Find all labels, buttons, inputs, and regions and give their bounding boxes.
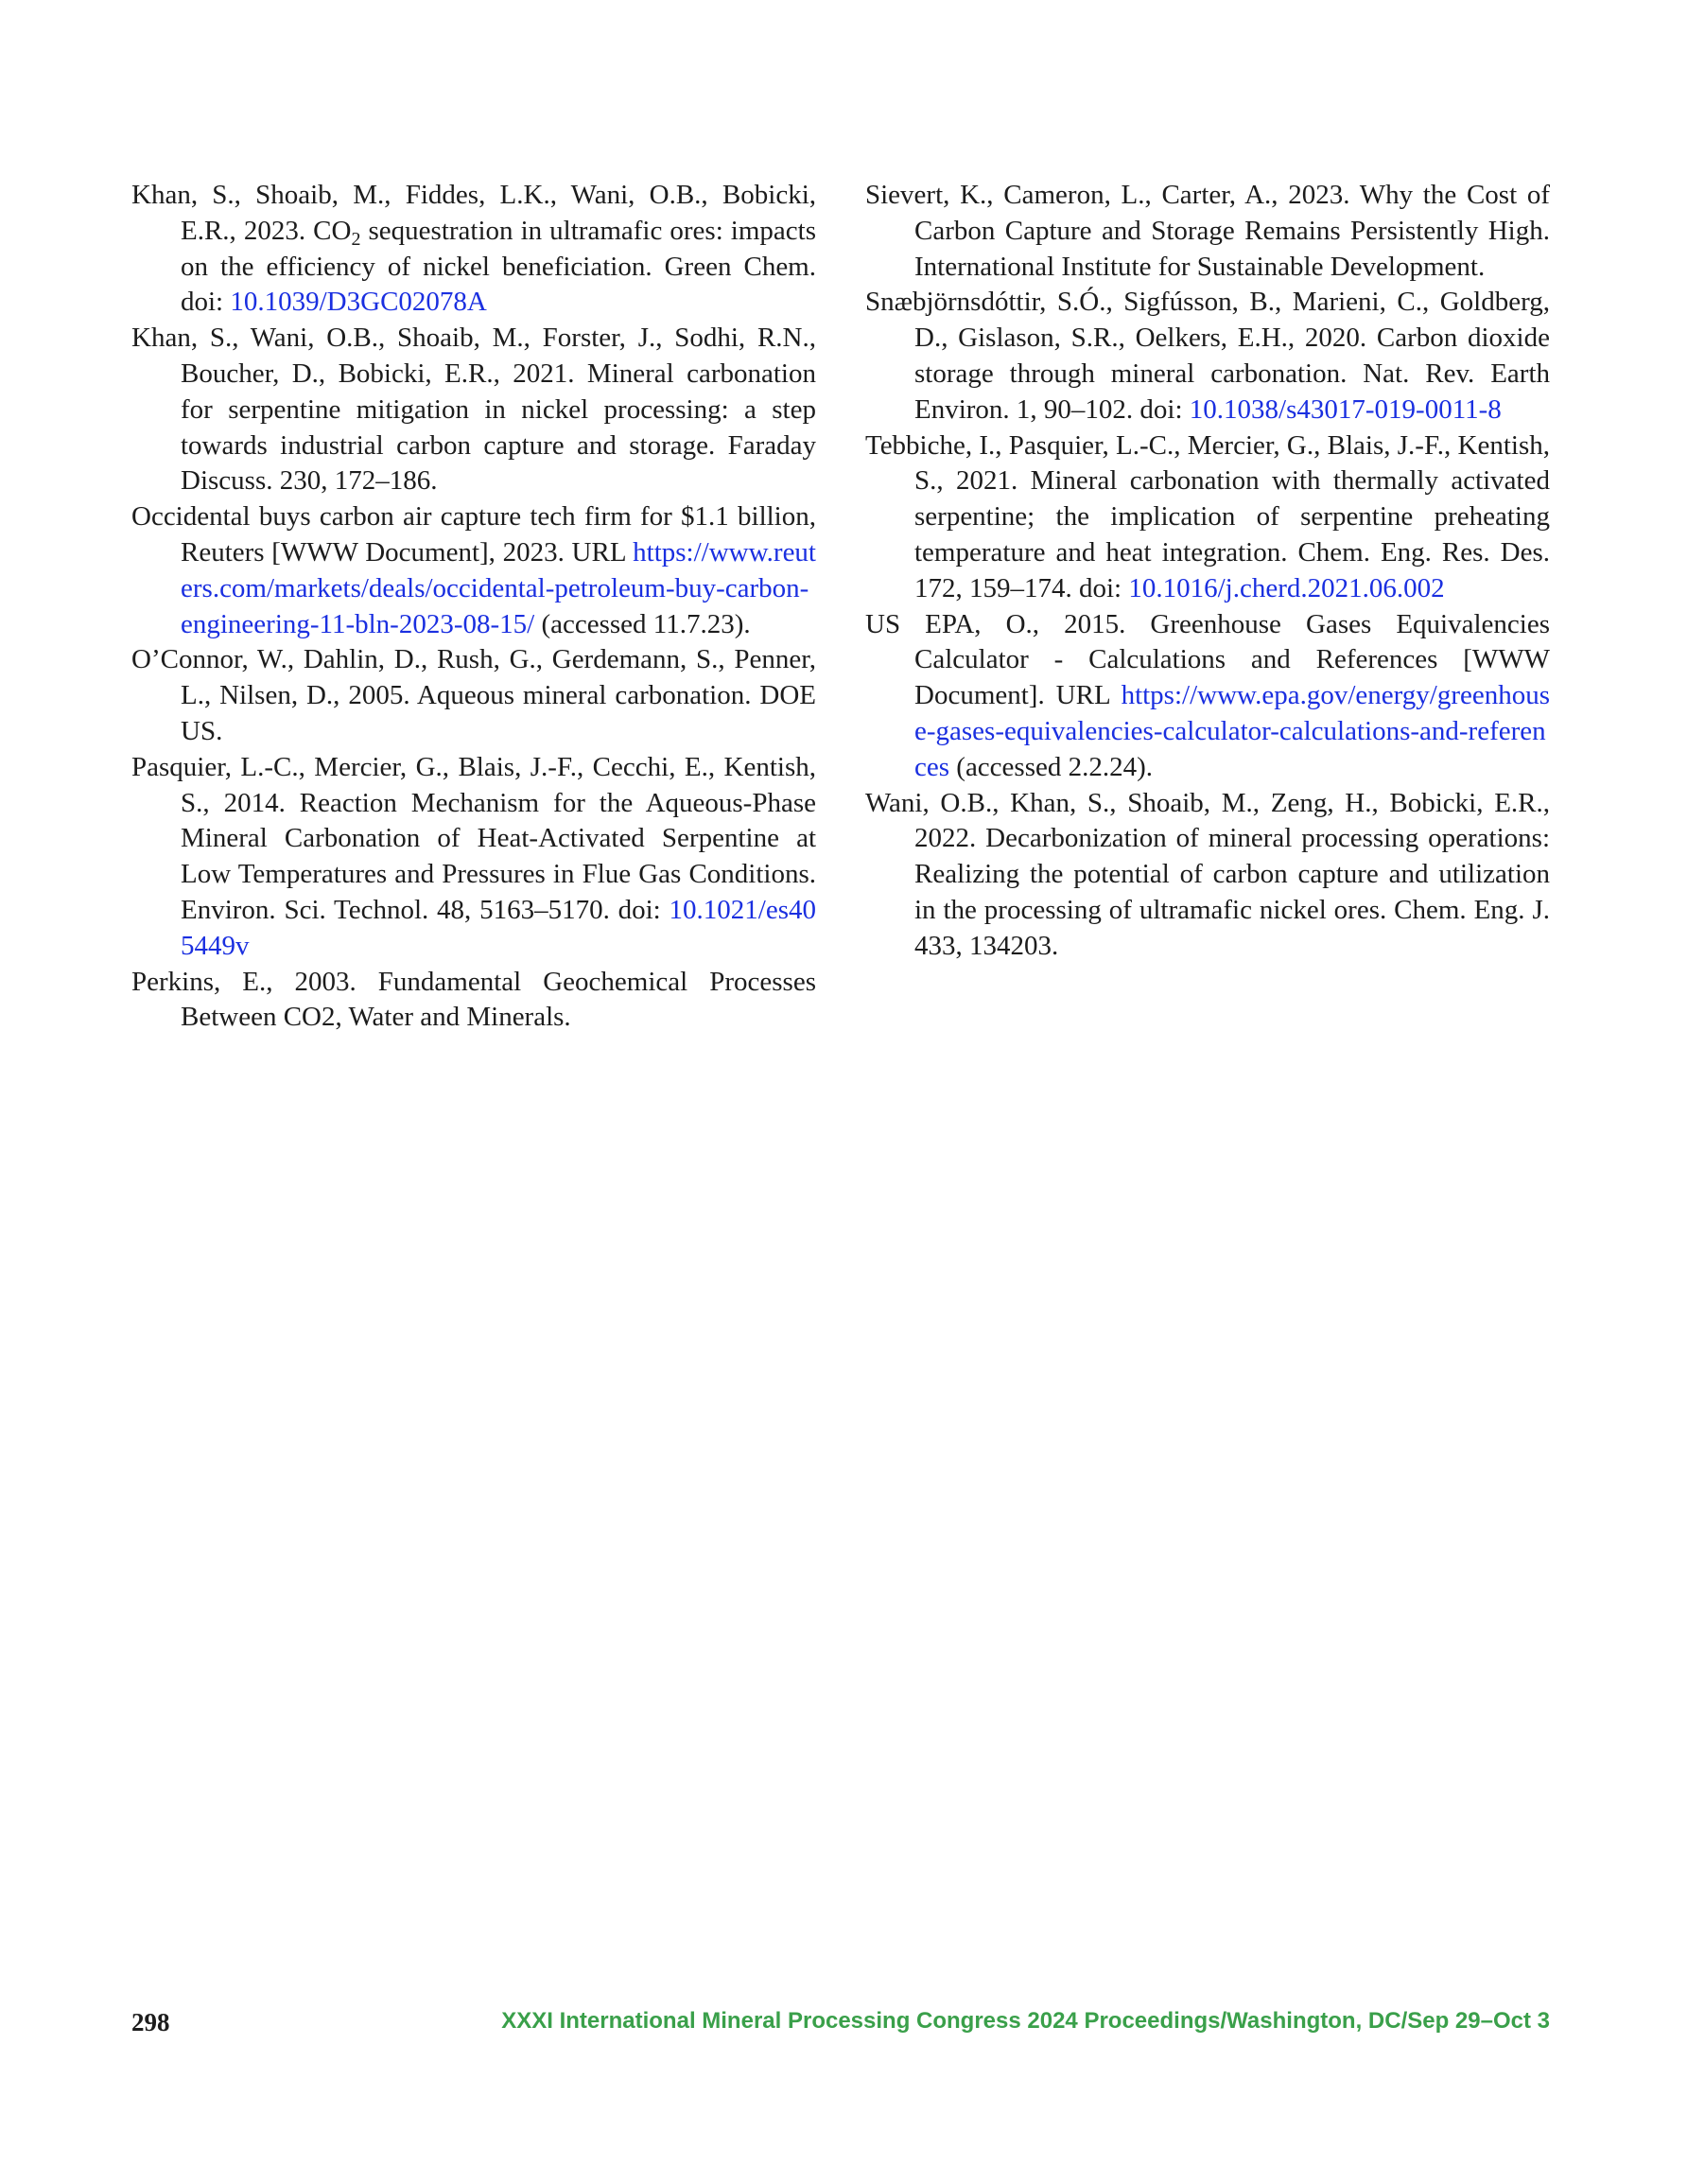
- reference-text: Khan, S., Wani, O.B., Shoaib, M., Forster, J., Sodhi, R.N., Boucher, D., Bobicki, E.R., 2021. Mineral carbonation for serpentine mitigation in nickel processing: a step towards industrial carbon capture and storage. Faraday Discuss. 230, 172–186.: [131, 323, 816, 497]
- reference-entry: [865, 786, 1550, 965]
- reference-text: US EPA, O., 2015. Greenhouse Gases Equivalencies Calculator - Calculations and References [WWW Document]. URL: [865, 608, 1550, 711]
- reference-text: Sievert, K., Cameron, L., Carter, A., 2023. Why the Cost of Carbon Capture and Storage Remains Persistently High. International Institute for Sustainable Development.: [865, 180, 1550, 282]
- reference-text: Snæbjörnsdóttir, S.Ó., Sigfússon, B., Marieni, C., Goldberg, D., Gislason, S.R., Oelkers, E.H., 2020. Carbon dioxide storage through mineral carbonation. Nat. Rev. Earth Environ. 1, 90–102. doi:: [865, 287, 1550, 425]
- reference-entry: [865, 607, 1550, 786]
- reference-text: O’Connor, W., Dahlin, D., Rush, G., Gerdemann, S., Penner, L., Nilsen, D., 2005. Aqueous mineral carbonation. DOE US.: [131, 644, 816, 746]
- doi-link[interactable]: 10.1016/j.cherd.2021.06.002: [1128, 572, 1445, 603]
- reference-entry: [865, 178, 1550, 285]
- reference-entry: [131, 499, 816, 642]
- subscript: 2: [351, 228, 361, 250]
- reference-entry: [131, 321, 816, 499]
- reference-text: sequestration in ultramafic ores: impacts on the efficiency of nickel beneficiation. Green Chem. doi:: [181, 215, 816, 318]
- reference-text: (accessed 2.2.24).: [949, 751, 1154, 782]
- reference-text: Wani, O.B., Khan, S., Shoaib, M., Zeng, H., Bobicki, E.R., 2022. Decarbonization of mineral processing operations: Realizing the potential of carbon capture and utilization in the processing of ultramafic nickel ores. Chem. Eng. J. 433, 134203.: [865, 787, 1550, 961]
- page-footer: [131, 2008, 1550, 2046]
- doi-link[interactable]: 10.1021/es405449v: [181, 894, 816, 961]
- doi-link[interactable]: 10.1038/s43017-019-0011-8: [1189, 393, 1502, 425]
- reference-text: Pasquier, L.-C., Mercier, G., Blais, J.-F., Cecchi, E., Kentish, S., 2014. Reaction Mechanism for the Aqueous-Phase Mineral Carbonation of Heat-Activated Serpentine at Low Temperatures and Pressures in Flue Gas Conditions. Environ. Sci. Technol. 48, 5163–5170. doi:: [131, 751, 816, 925]
- references-left-column: [131, 178, 816, 1036]
- running-head: XXXI International Mineral Processing Congress 2024 Proceedings/Washington, DC/Sep 29–Oct 3: [501, 2008, 1550, 2034]
- reference-text: Occidental buys carbon air capture tech firm for $1.1 billion, Reuters [WWW Document], 2023. URL: [131, 501, 816, 568]
- reference-entry: [865, 428, 1550, 607]
- doi-link[interactable]: 10.1039/D3GC02078A: [230, 287, 487, 318]
- reference-entry: [131, 965, 816, 1037]
- page-number: 298: [131, 2008, 170, 2036]
- reference-text: Perkins, E., 2003. Fundamental Geochemical Processes Between CO2, Water and Minerals.: [131, 966, 816, 1033]
- reference-text: Khan, S., Shoaib, M., Fiddes, L.K., Wani, O.B., Bobicki, E.R., 2023. CO: [131, 180, 816, 246]
- url-link[interactable]: https://www.reuters.com/markets/deals/occidental-petroleum-buy-carbon-engineering-11-bln-2023-08-15/: [181, 536, 816, 639]
- url-link[interactable]: https://www.epa.gov/energy/greenhouse-gases-equivalencies-calculator-calculations-and-references: [914, 680, 1550, 782]
- references-right-column: [865, 178, 1550, 965]
- reference-text: (accessed 11.7.23).: [534, 608, 751, 639]
- reference-entry: [865, 285, 1550, 428]
- reference-entry: [131, 750, 816, 965]
- reference-entry: [131, 178, 816, 321]
- reference-entry: [131, 642, 816, 749]
- reference-text: Tebbiche, I., Pasquier, L.-C., Mercier, G., Blais, J.-F., Kentish, S., 2021. Mineral carbonation with thermally activated serpentine; the implication of serpentine preheating temperature and heat integration. Chem. Eng. Res. Des. 172, 159–174. doi:: [865, 429, 1550, 603]
